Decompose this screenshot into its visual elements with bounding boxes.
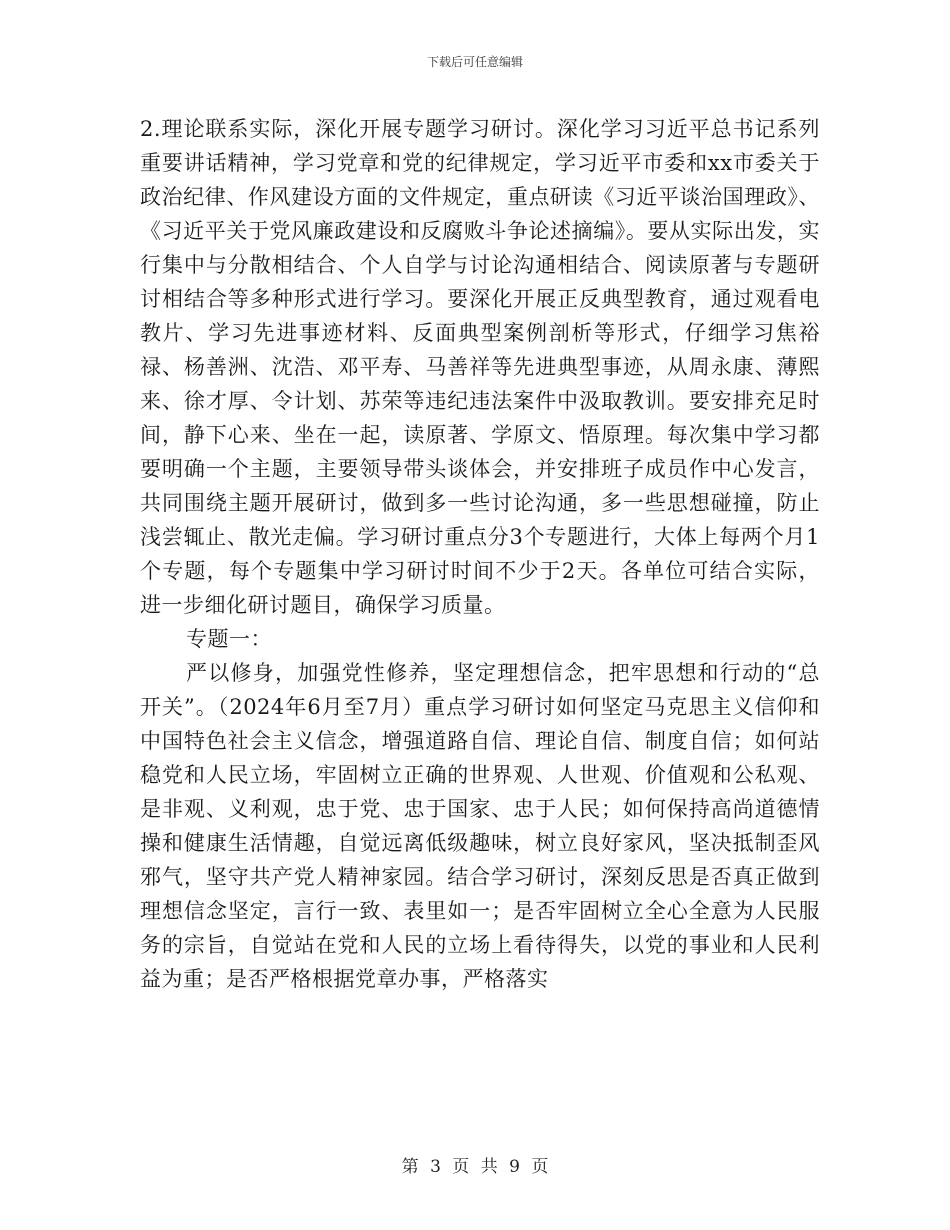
- header-note: 下载后可任意编辑: [426, 55, 523, 69]
- topic-heading: 专题一：: [186, 627, 272, 651]
- paragraph-topic-one: 严以修身，加强党性修养，坚定理想信念，把牢思想和行动的“总开关”。（2024年6月至7月）重点学习研讨如何坚定马克思主义信仰和中国特色社会主义信念，增强道路自信、理论自信、制度自信；如何站稳党和人民立场，牢固树立正确的世界观、人世观、价值观和公私观、是非观、义利观，忠于党、忠于国家、忠于人民；如何保持高尚道德情操和健康生活情趣，自觉远离低级趣味，树立良好家风，坚决抵制歪风邪气，坚守共产党人精神家园。结合学习研讨，深刻反思是否真正做到理想信念坚定，言行一致、表里如一；是否牢固树立全心全意为人民服务的宗旨，自觉站在党和人民的立场上看待得失，以党的事业和人民利益为重；是否严格根据党章办事，严格落实: [140, 661, 820, 991]
- document-body: [140, 112, 820, 996]
- page-number-footer: 第 3 页 共 9 页: [401, 1157, 549, 1177]
- paragraph-theory-practice: 2.理论联系实际，深化开展专题学习研讨。深化学习习近平总书记系列重要讲话精神，学习党章和党的纪律规定，学习近平市委和xx市委关于政治纪律、作风建设方面的文件规定，重点研读《习近平谈治国理政》、《习近平关于党风廉政建设和反腐败斗争论述摘编》。要从实际出发，实行集中与分散相结合、个人自学与讨论沟通相结合、阅读原著与专题研讨相结合等多种形式进行学习。要深化开展正反典型教育，通过观看电教片、学习先进事迹材料、反面典型案例剖析等形式，仔细学习焦裕禄、杨善洲、沈浩、邓平寿、马善祥等先进典型事迹，从周永康、薄熙来、徐才厚、令计划、苏荣等违纪违法案件中汲取教训。要安排充足时间，静下心来、坐在一起，读原著、学原文、悟原理。每次集中学习都要明确一个主题，主要领导带头谈体会，并安排班子成员作中心发言，共同围绕主题开展研讨，做到多一些讨论沟通，多一些思想碰撞，防止浅尝辄止、散光走偏。学习研讨重点分3个专题进行，大体上每两个月1个专题，每个专题集中学习研讨时间不少于2天。各单位可结合实际，进一步细化研讨题目，确保学习质量。: [140, 117, 820, 617]
